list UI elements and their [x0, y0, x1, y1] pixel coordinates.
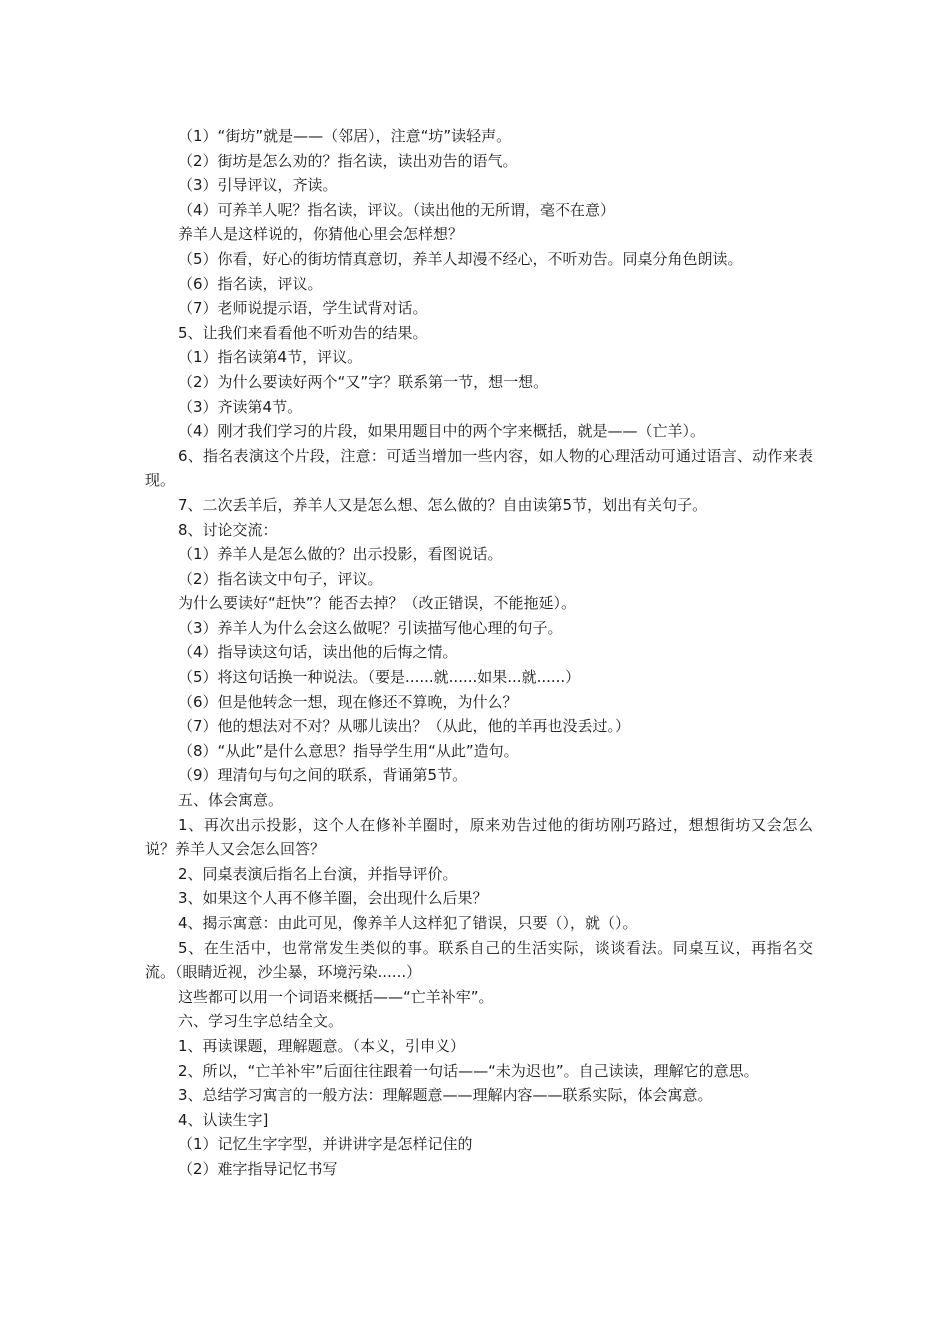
paragraph: （5）你看，好心的街坊情真意切，养羊人却漫不经心，不听劝告。同桌分角色朗读。 — [178, 249, 743, 268]
section-heading: 五、体会寓意。 — [178, 791, 284, 810]
paragraph: 这些都可以用一个词语来概括——“亡羊补牢”。 — [178, 987, 494, 1006]
paragraph: （2）指名读文中句子，评议。 — [178, 569, 383, 588]
paragraph: （7）他的想法对不对？从哪儿读出？（从此，他的羊再也没丢过。） — [178, 717, 631, 736]
paragraph: 1、再读课题，理解题意。（本义，引申义） — [178, 1036, 466, 1055]
paragraph: 为什么要读好“赶快”？能否去掉？（改正错误，不能拖延）。 — [178, 594, 577, 613]
paragraph: （7）老师说提示语，学生试背对话。 — [178, 299, 428, 318]
paragraph: （3）引导评议，齐读。 — [178, 176, 338, 195]
paragraph: 5、让我们来看看他不听劝告的结果。 — [178, 323, 428, 342]
paragraph: 4、揭示寓意：由此可见，像养羊人这样犯了错误，只要（），就（）。 — [178, 914, 638, 932]
paragraph: （1）指名读第4节，评议。 — [178, 348, 363, 367]
paragraph: 3、总结学习寓言的一般方法：理解题意——理解内容——联系实际，体会寓意。 — [178, 1086, 713, 1105]
paragraph: （1）“街坊”就是——（邻居），注意“坊”读轻声。 — [178, 127, 512, 145]
paragraph: 6、指名表演这个片段，注意：可适当增加一些内容，如人物的心理活动可通过语言、动作来表现。 — [145, 446, 813, 490]
section-heading: 六、学习生字总结全文。 — [178, 1012, 344, 1031]
paragraph: 7、二次丢羊后，养羊人又是怎么想、怎么做的？自由读第5节，划出有关句子。 — [178, 495, 708, 514]
paragraph: （4）可养羊人呢？指名读，评议。（读出他的无所谓，毫不在意） — [178, 200, 616, 219]
paragraph: （4）刚才我们学习的片段，如果用题目中的两个字来概括，就是——（亡羊）。 — [178, 422, 706, 441]
paragraph: （3）养羊人为什么会这么做呢？引读描写他心理的句子。 — [178, 618, 563, 637]
paragraph: （6）指名读，评议。 — [178, 274, 323, 293]
document-body — [145, 124, 813, 1182]
paragraph: （9）理清句与句之间的联系，背诵第5节。 — [178, 766, 468, 785]
paragraph: 4、认读生字] — [178, 1110, 269, 1129]
paragraph: （2）街坊是怎么劝的？指名读，读出劝告的语气。 — [178, 151, 518, 170]
paragraph: （8）“从此”是什么意思？指导学生用“从此”造句。 — [178, 741, 519, 760]
paragraph: 3、如果这个人再不修羊圈，会出现什么后果？ — [178, 889, 488, 908]
paragraph: （6）但是他转念一想，现在修还不算晚，为什么？ — [178, 692, 518, 711]
paragraph: 1、再次出示投影，这个人在修补羊圈时，原来劝告过他的街坊刚巧路过，想想街坊又会怎么说？养羊人又会怎么回答？ — [145, 815, 813, 859]
paragraph: （2）难字指导记忆书写 — [178, 1159, 338, 1178]
paragraph: 2、所以，“亡羊补牢”后面往往跟着一句话——“未为迟也”。自己读读，理解它的意思。 — [178, 1061, 759, 1080]
paragraph: 2、同桌表演后指名上台演，并指导评价。 — [178, 864, 458, 883]
paragraph: （5）将这句话换一种说法。（要是......就......如果...就......） — [178, 668, 581, 687]
paragraph: （1）记忆生字字型，并讲讲字是怎样记住的 — [178, 1135, 473, 1154]
paragraph: （1）养羊人是怎么做的？出示投影，看图说话。 — [178, 545, 503, 564]
paragraph: 8、讨论交流： — [178, 520, 278, 539]
paragraph: 养羊人是这样说的，你猜他心里会怎样想？ — [178, 225, 464, 244]
paragraph: （2）为什么要读好两个“又”字？联系第一节，想一想。 — [178, 372, 549, 391]
paragraph: （3）齐读第4节。 — [178, 397, 303, 416]
paragraph: （4）指导读这句话，读出他的后悔之情。 — [178, 643, 458, 662]
paragraph: 5、在生活中，也常常发生类似的事。联系自己的生活实际，谈谈看法。同桌互议，再指名交流。（眼睛近视，沙尘暴，环境污染......） — [145, 938, 813, 982]
